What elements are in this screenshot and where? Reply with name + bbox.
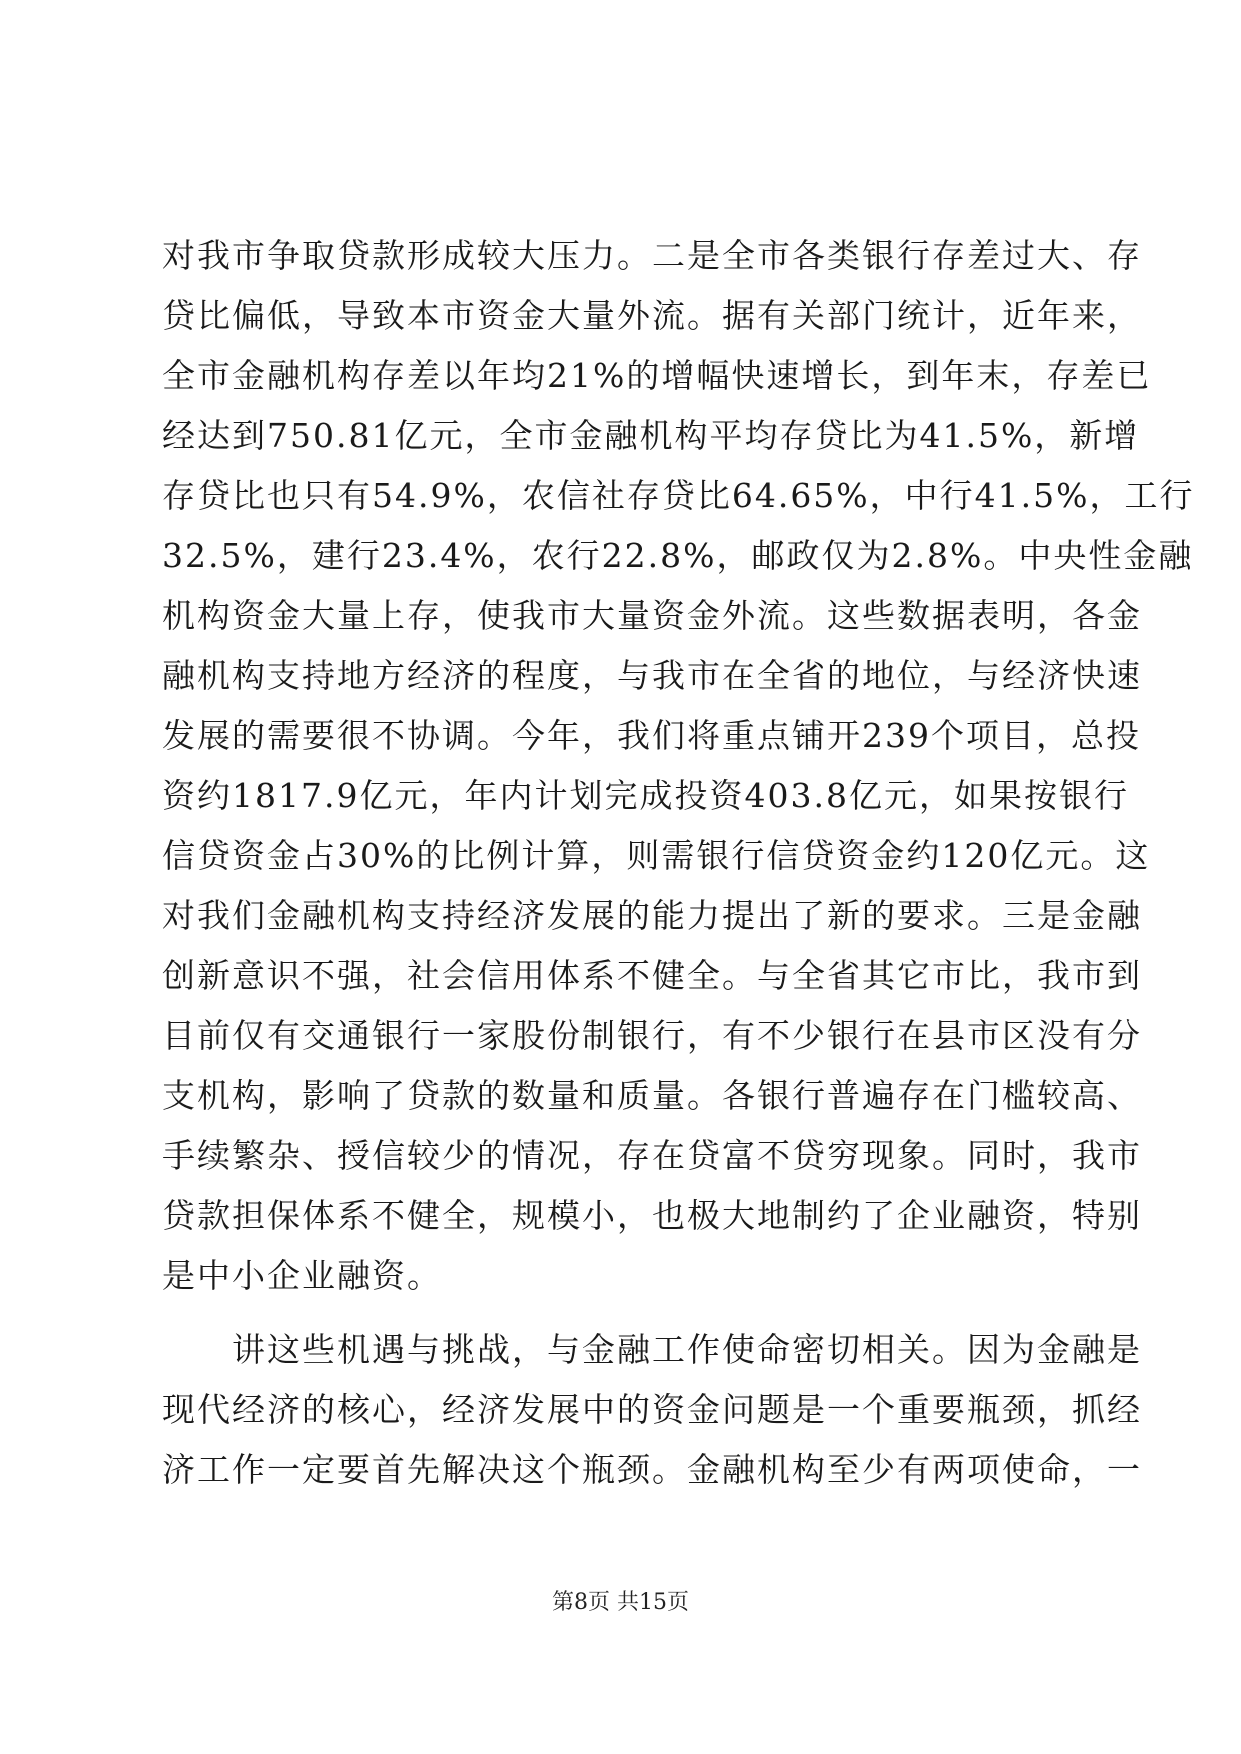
text-line: 资约1817.9亿元，年内计划完成投资403.8亿元，如果按银行 (162, 776, 1129, 815)
body-text (162, 226, 1195, 1500)
paragraph (162, 1320, 1142, 1500)
text-line: 创新意识不强，社会信用体系不健全。与全省其它市比，我市到 (162, 956, 1142, 995)
text-line: 贷比偏低，导致本市资金大量外流。据有关部门统计，近年来， (162, 296, 1142, 335)
text-line: 现代经济的核心，经济发展中的资金问题是一个重要瓶颈，抓经 (162, 1390, 1142, 1429)
text-line: 32.5%，建行23.4%，农行22.8%，邮政仅为2.8%。中央性金融 (162, 536, 1194, 575)
text-line: 支机构，影响了贷款的数量和质量。各银行普遍存在门槛较高、 (162, 1076, 1142, 1115)
text-line: 发展的需要很不协调。今年，我们将重点铺开239个项目，总投 (162, 716, 1141, 755)
text-line: 机构资金大量上存，使我市大量资金外流。这些数据表明，各金 (162, 596, 1142, 635)
text-line: 是中小企业融资。 (162, 1256, 442, 1295)
text-line: 讲这些机遇与挑战，与金融工作使命密切相关。因为金融是 (232, 1330, 1142, 1369)
text-line: 手续繁杂、授信较少的情况，存在贷富不贷穷现象。同时，我市 (162, 1136, 1142, 1175)
text-line: 存贷比也只有54.9%，农信社存贷比64.65%，中行41.5%，工行 (162, 476, 1195, 515)
text-line: 信贷资金占30%的比例计算，则需银行信贷资金约120亿元。这 (162, 836, 1151, 875)
page-footer: 第8页 共15页 (552, 1590, 689, 1615)
text-line: 全市金融机构存差以年均21%的增幅快速增长，到年末，存差已 (162, 356, 1152, 395)
paragraph-gap (162, 1306, 1082, 1320)
text-line: 贷款担保体系不健全，规模小，也极大地制约了企业融资，特别 (162, 1196, 1142, 1235)
text-line: 融机构支持地方经济的程度，与我市在全省的地位，与经济快速 (162, 656, 1142, 695)
text-line: 目前仅有交通银行一家股份制银行，有不少银行在县市区没有分 (162, 1016, 1142, 1055)
text-line: 经达到750.81亿元，全市金融机构平均存贷比为41.5%，新增 (162, 416, 1140, 455)
text-line: 对我们金融机构支持经济发展的能力提出了新的要求。三是金融 (162, 896, 1142, 935)
text-line: 对我市争取贷款形成较大压力。二是全市各类银行存差过大、存 (162, 236, 1142, 275)
text-line: 济工作一定要首先解决这个瓶颈。金融机构至少有两项使命，一 (162, 1450, 1142, 1489)
paragraph (162, 226, 1195, 1306)
